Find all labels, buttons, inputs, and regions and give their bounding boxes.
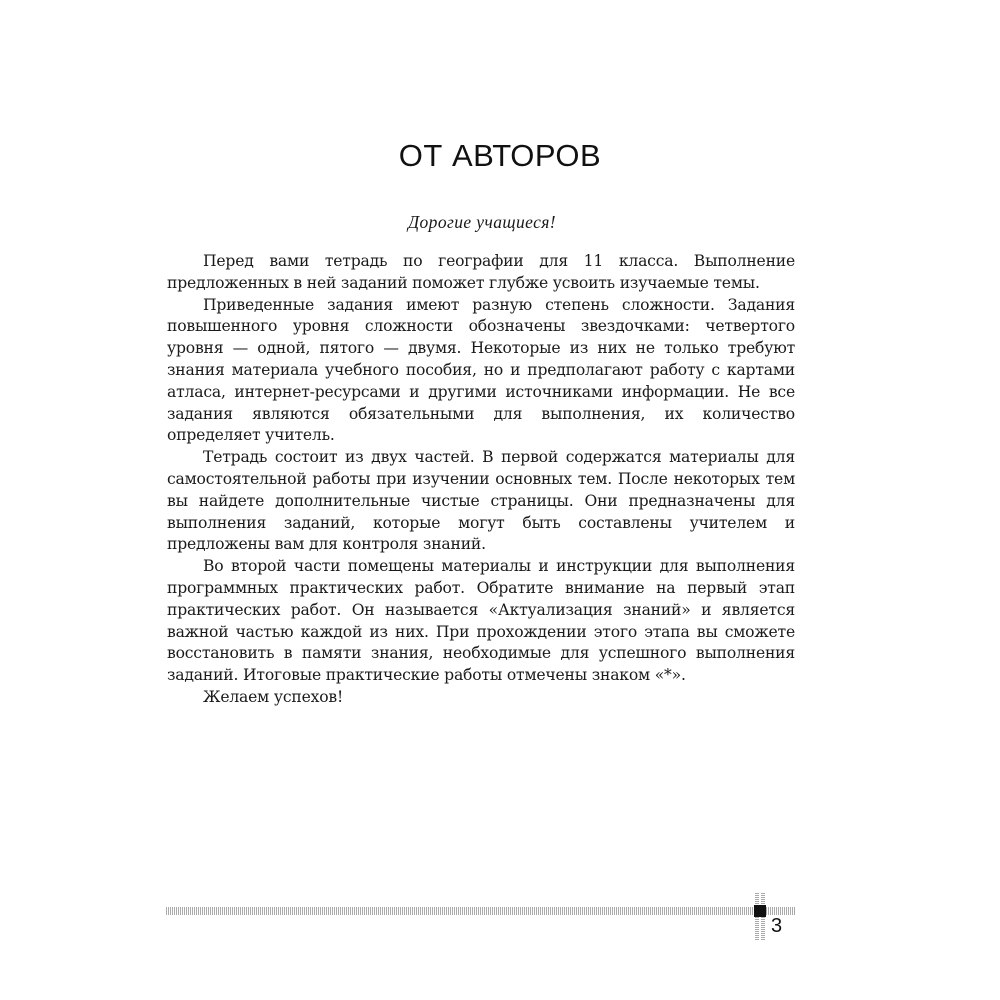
paragraph: Перед вами тетрадь по географии для 11 класса. Выполнение предложенных в ней заданий поможет глубже усвоить изучаемые темы.	[167, 252, 795, 292]
paragraph: Тетрадь состоит из двух частей. В первой содержатся материалы для самостоятельной работы при изучении основных тем. После некоторых тем вы найдете дополнительные чистые страницы. Они предназначены для выполнения заданий, которые могут быть составлены учителем и предложены вам для контроля знаний.	[167, 448, 795, 554]
body-text	[167, 251, 795, 709]
page-title: ОТ АВТОРОВ	[398, 138, 602, 173]
greeting: Дорогие учащиеся!	[408, 212, 556, 232]
page-number: 3	[771, 915, 783, 937]
paragraph: Во второй части помещены материалы и инструкции для выполнения программных практических работ. Обратите внимание на первый этап практических работ. Он называется «Актуализация знаний» и является важной частью каждой из них. При прохождении этого этапа вы сможете восстановить в памяти знания, необходимые для успешного выполнения заданий. Итоговые практические работы отмечены знаком «*».	[167, 557, 795, 685]
paragraph: Желаем успехов!	[203, 687, 344, 706]
paragraph: Приведенные задания имеют разную степень сложности. Задания повышенного уровня сложности обозначены звездочками: четвертого уровня — одной, пятого — двумя. Некоторые из них не только требуют знания материала учебного пособия, но и предполагают работу с картами атласа, интернет-ресурсами и другими источниками информации. Не все задания являются обязательными для выполнения, их количество определяет учитель.	[167, 295, 795, 445]
